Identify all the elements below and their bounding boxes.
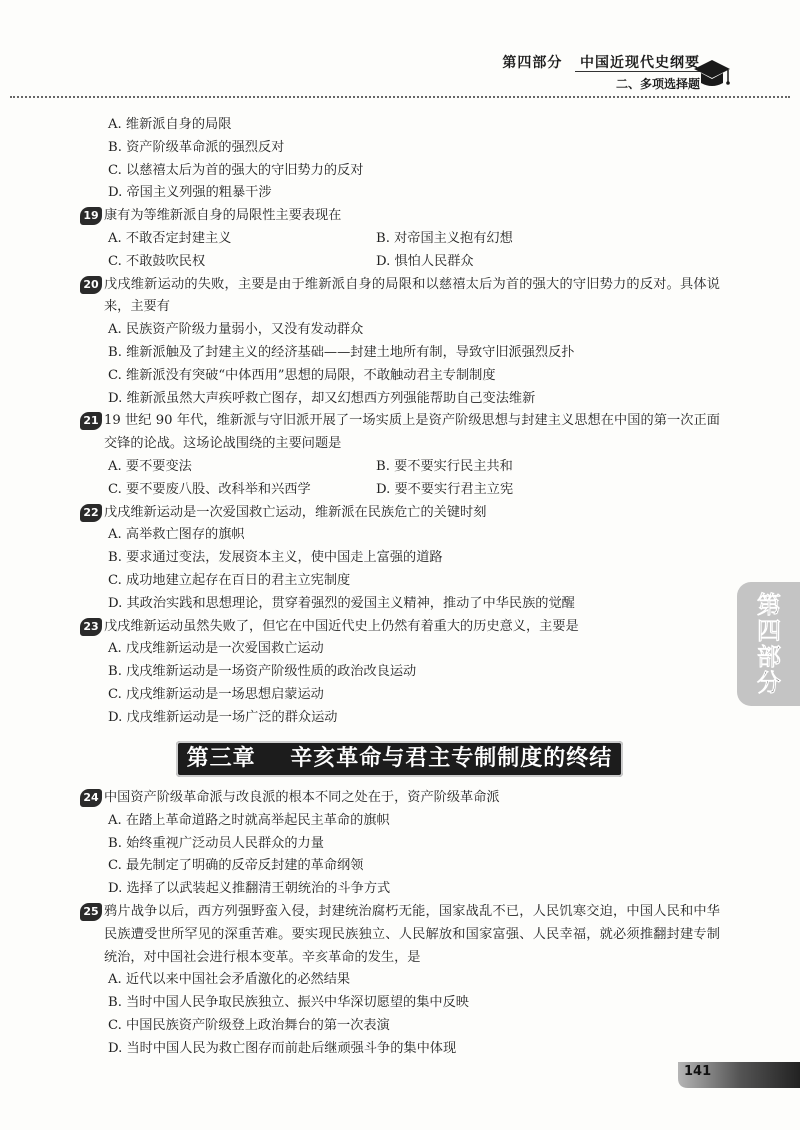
option: B. 维新派触及了封建主义的经济基础——封建土地所有制，导致守旧派强烈反扑 <box>108 344 575 360</box>
option: D. 当时中国人民为救亡图存而前赴后继顽强斗争的集中体现 <box>108 1040 457 1056</box>
header-subtitle: 二、多项选择题 <box>615 77 700 91</box>
page-number: 141 <box>684 1064 712 1079</box>
option: D. 要不要实行君主立宪 <box>376 481 514 497</box>
option: B. 要求通过变法，发展资本主义，使中国走上富强的道路 <box>108 550 443 566</box>
question-20 <box>80 274 720 411</box>
question-stem: 戊戌维新运动是一次爱国救亡运动，维新派在民族危亡的关键时刻 <box>104 504 487 520</box>
question-number-badge: 21 <box>80 412 102 430</box>
question-number-badge: 22 <box>80 504 102 522</box>
question-list-upper <box>80 114 720 730</box>
option: D. 帝国主义列强的粗暴干涉 <box>108 185 272 201</box>
graduation-cap-icon <box>692 56 732 92</box>
header-divider <box>10 96 790 98</box>
question-number-badge: 23 <box>80 618 102 636</box>
question-21 <box>80 410 720 501</box>
question-stem: 鸦片战争以后，西方列强野蛮入侵，封建统治腐朽无能，国家战乱不已，人民饥寒交迫，中国人民和中华民族遭受世所罕见的深重苦难。要实现民族独立、人民解放和国家富强、人民幸福，就必须推翻封建专制统治，对中国社会进行根本变革。辛亥革命的发生，是 <box>104 903 720 965</box>
question-list-lower <box>80 787 720 1061</box>
question-stem: 戊戌维新运动虽然失败了，但它在中国近代史上仍然有着重大的历史意义，主要是 <box>104 618 579 634</box>
option: A. 要不要变法 <box>108 458 192 474</box>
question-25 <box>80 901 720 1061</box>
question-number-badge: 20 <box>80 276 102 294</box>
option: D. 维新派虽然大声疾呼救亡图存，却又幻想西方列强能帮助自己变法维新 <box>108 390 536 406</box>
option: C. 要不要废八股、改科举和兴西学 <box>108 481 311 497</box>
option: C. 维新派没有突破“中体西用”思想的局限，不敢触动君主专制制度 <box>108 367 496 383</box>
prev-question-options <box>80 114 720 205</box>
header-title <box>502 52 700 72</box>
option: D. 戊戌维新运动是一场广泛的群众运动 <box>108 709 338 725</box>
option: A. 戊戌维新运动是一次爱国救亡运动 <box>108 641 324 657</box>
option: C. 戊戌维新运动是一场思想启蒙运动 <box>108 686 324 702</box>
question-22 <box>80 502 720 616</box>
side-section-tab <box>737 582 800 706</box>
option: A. 近代以来中国社会矛盾激化的必然结果 <box>108 972 351 988</box>
page-header <box>0 0 800 100</box>
option: B. 要不要实行民主共和 <box>376 458 513 474</box>
header-book-title: 中国近现代史纲要 <box>580 55 700 71</box>
option: A. 高举救亡图存的旗帜 <box>108 527 245 543</box>
option: A. 在踏上革命道路之时就高举起民主革命的旗帜 <box>108 812 390 828</box>
option: A. 民族资产阶级力量弱小，又没有发动群众 <box>108 322 364 338</box>
option: A. 维新派自身的局限 <box>108 117 232 132</box>
question-number-badge: 19 <box>80 207 102 225</box>
option: B. 当时中国人民争取民族独立、振兴中华深切愿望的集中反映 <box>108 995 469 1011</box>
question-stem: 康有为等维新派自身的局限性主要表现在 <box>104 208 342 224</box>
option: A. 不敢否定封建主义 <box>108 230 232 246</box>
header-rule <box>575 71 705 72</box>
option: C. 最先制定了明确的反帝反封建的革命纲领 <box>108 858 364 874</box>
question-24 <box>80 787 720 901</box>
question-stem: 19 世纪 90 年代，维新派与守旧派开展了一场实质上是资产阶级思想与封建主义思想在中国的第一次正面交锋的论战。这场论战围绕的主要问题是 <box>104 413 720 452</box>
question-23 <box>80 616 720 730</box>
option: C. 以慈禧太后为首的强大的守旧势力的反对 <box>108 162 364 178</box>
chapter-title-banner: 第三章 辛亥革命与君主专制制度的终结 <box>176 741 623 777</box>
header-part: 第四部分 <box>502 55 563 71</box>
question-stem: 戊戌维新运动的失败，主要是由于维新派自身的局限和以慈禧太后为首的强大的守旧势力的反对。具体说来，主要有 <box>104 276 720 315</box>
option: C. 中国民族资产阶级登上政治舞台的第一次表演 <box>108 1017 390 1033</box>
question-number-badge: 25 <box>80 903 102 921</box>
option: B. 始终重视广泛动员人民群众的力量 <box>108 835 324 851</box>
option: D. 其政治实践和思想理论，贯穿着强烈的爱国主义精神，推动了中华民族的觉醒 <box>108 595 575 611</box>
option: C. 不敢鼓吹民权 <box>108 253 206 269</box>
option: B. 戊戌维新运动是一场资产阶级性质的政治改良运动 <box>108 664 417 680</box>
option: D. 选择了以武装起义推翻清王朝统治的斗争方式 <box>108 881 391 897</box>
option: D. 惧怕人民群众 <box>376 253 474 269</box>
side-tab-label: 第四部分 <box>757 591 781 697</box>
option: B. 对帝国主义抱有幻想 <box>376 230 513 246</box>
option: B. 资产阶级革命派的强烈反对 <box>108 139 285 155</box>
question-stem: 中国资产阶级革命派与改良派的根本不同之处在于，资产阶级革命派 <box>104 790 500 805</box>
question-number-badge: 24 <box>80 789 102 807</box>
question-19 <box>80 205 720 273</box>
option: C. 成功地建立起存在百日的君主立宪制度 <box>108 572 351 588</box>
